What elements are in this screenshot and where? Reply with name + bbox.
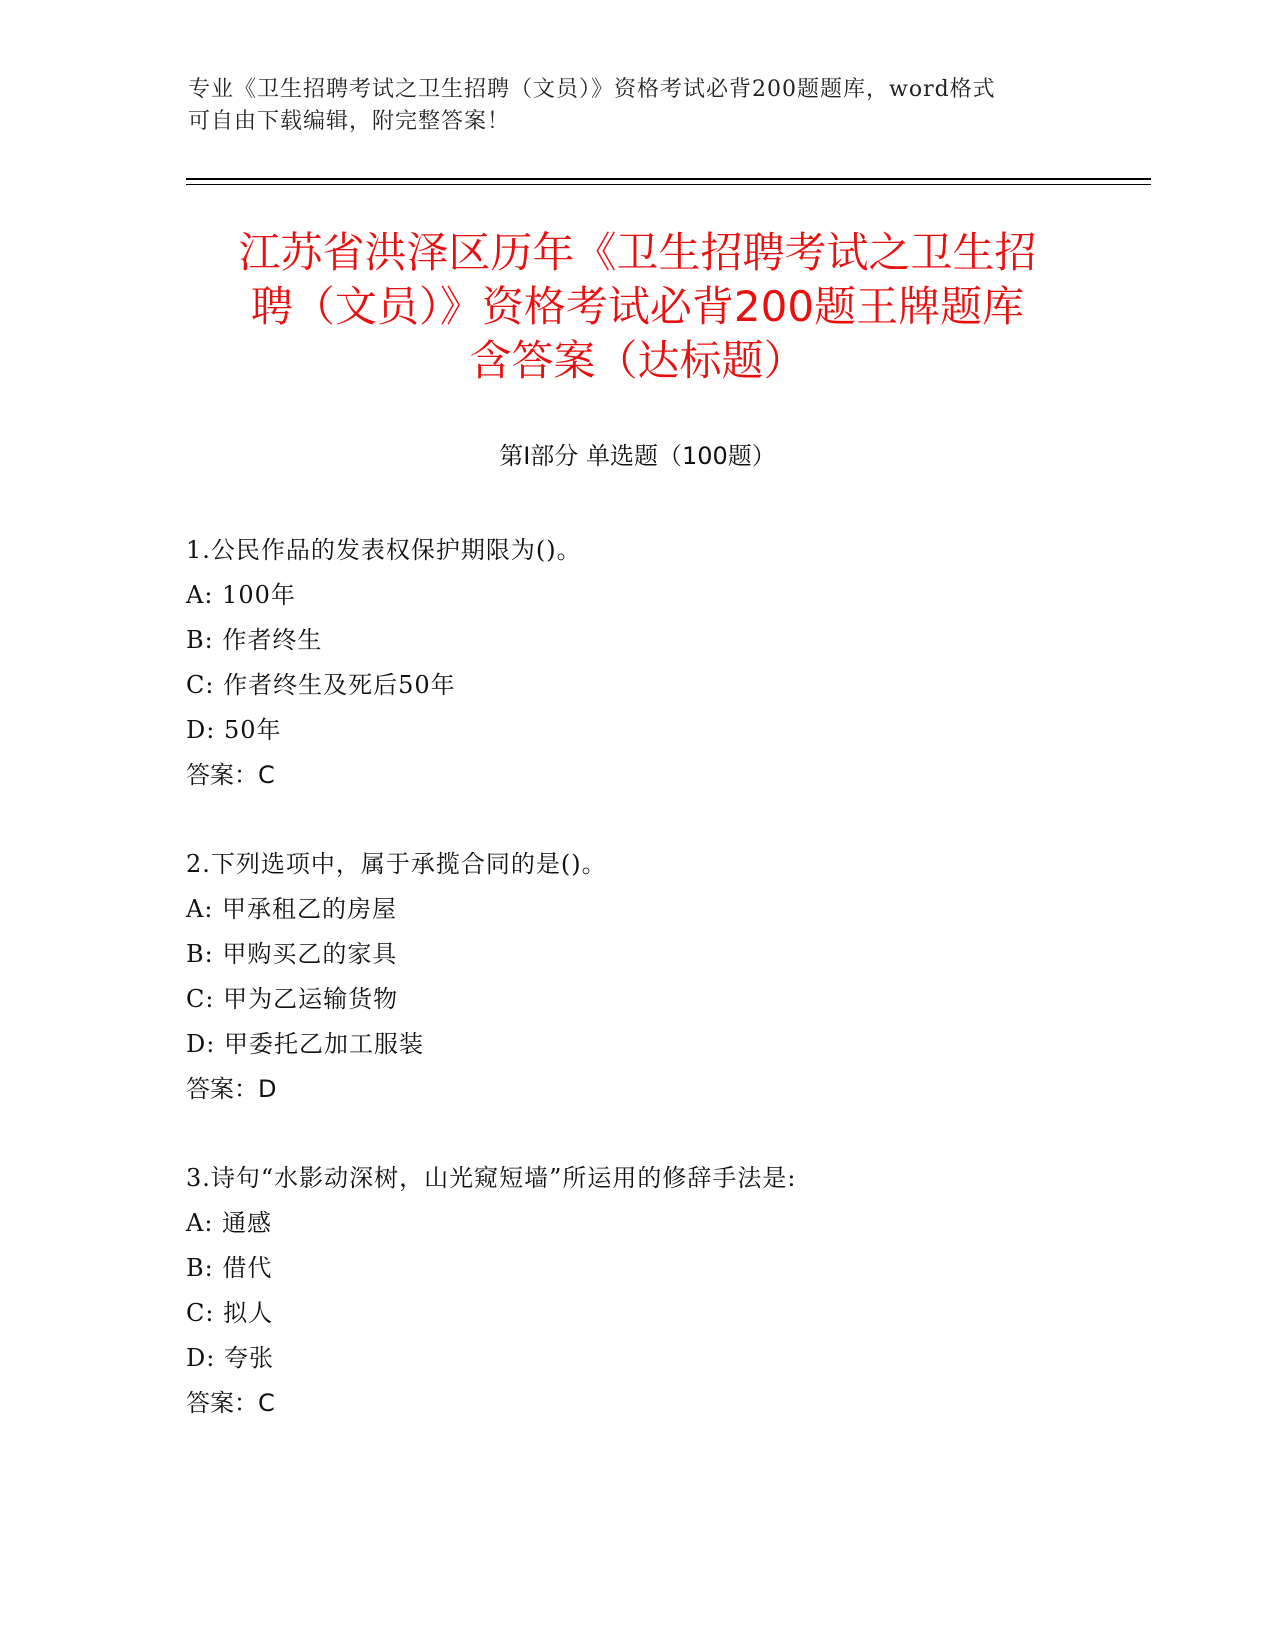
answer: 答案：C: [186, 1389, 275, 1417]
answer: 答案：D: [186, 1075, 277, 1103]
header-note-line-1: 专业《卫生招聘考试之卫生招聘（文员）》资格考试必背200题题库，word格式: [188, 77, 996, 102]
option-c: C: 拟人: [186, 1299, 274, 1327]
question-stem: 3.诗句“水影动深树，山光窥短墙”所运用的修辞手法是:: [186, 1164, 797, 1192]
header-divider-thin: [186, 184, 1151, 185]
header-divider-thick: [186, 178, 1151, 180]
option-b: B: 甲购买乙的家具: [186, 940, 398, 968]
option-a: A: 通感: [186, 1209, 273, 1237]
option-a: A: 甲承租乙的房屋: [186, 895, 398, 923]
question-item: [186, 1156, 1086, 1426]
document-title-line-3: 含答案（达标题）: [469, 336, 806, 385]
document-title-line-2: 聘（文员）》资格考试必背200题王牌题库: [250, 282, 1025, 331]
question-stem: 2.下列选项中，属于承揽合同的是()。: [186, 850, 607, 878]
answer: 答案：C: [186, 761, 275, 789]
option-a: A: 100年: [186, 581, 296, 609]
header-note-line-2: 可自由下载编辑，附完整答案！: [188, 109, 511, 134]
question-item: [186, 842, 1086, 1112]
document-title: [150, 226, 1125, 388]
option-d: D: 50年: [186, 716, 282, 744]
question-stem: 1.公民作品的发表权保护期限为()。: [186, 536, 582, 564]
section-heading: 第Ⅰ部分 单选题（100题）: [499, 442, 776, 470]
option-b: B: 借代: [186, 1254, 273, 1282]
option-b: B: 作者终生: [186, 626, 323, 654]
option-d: D: 夸张: [186, 1344, 274, 1372]
option-c: C: 作者终生及死后50年: [186, 671, 456, 699]
question-item: [186, 528, 1086, 798]
question-list: [186, 528, 1086, 1470]
option-c: C: 甲为乙运输货物: [186, 985, 399, 1013]
header-note: [188, 74, 1068, 138]
option-d: D: 甲委托乙加工服装: [186, 1030, 424, 1058]
document-title-line-1: 江苏省洪泽区历年《卫生招聘考试之卫生招: [238, 228, 1037, 277]
